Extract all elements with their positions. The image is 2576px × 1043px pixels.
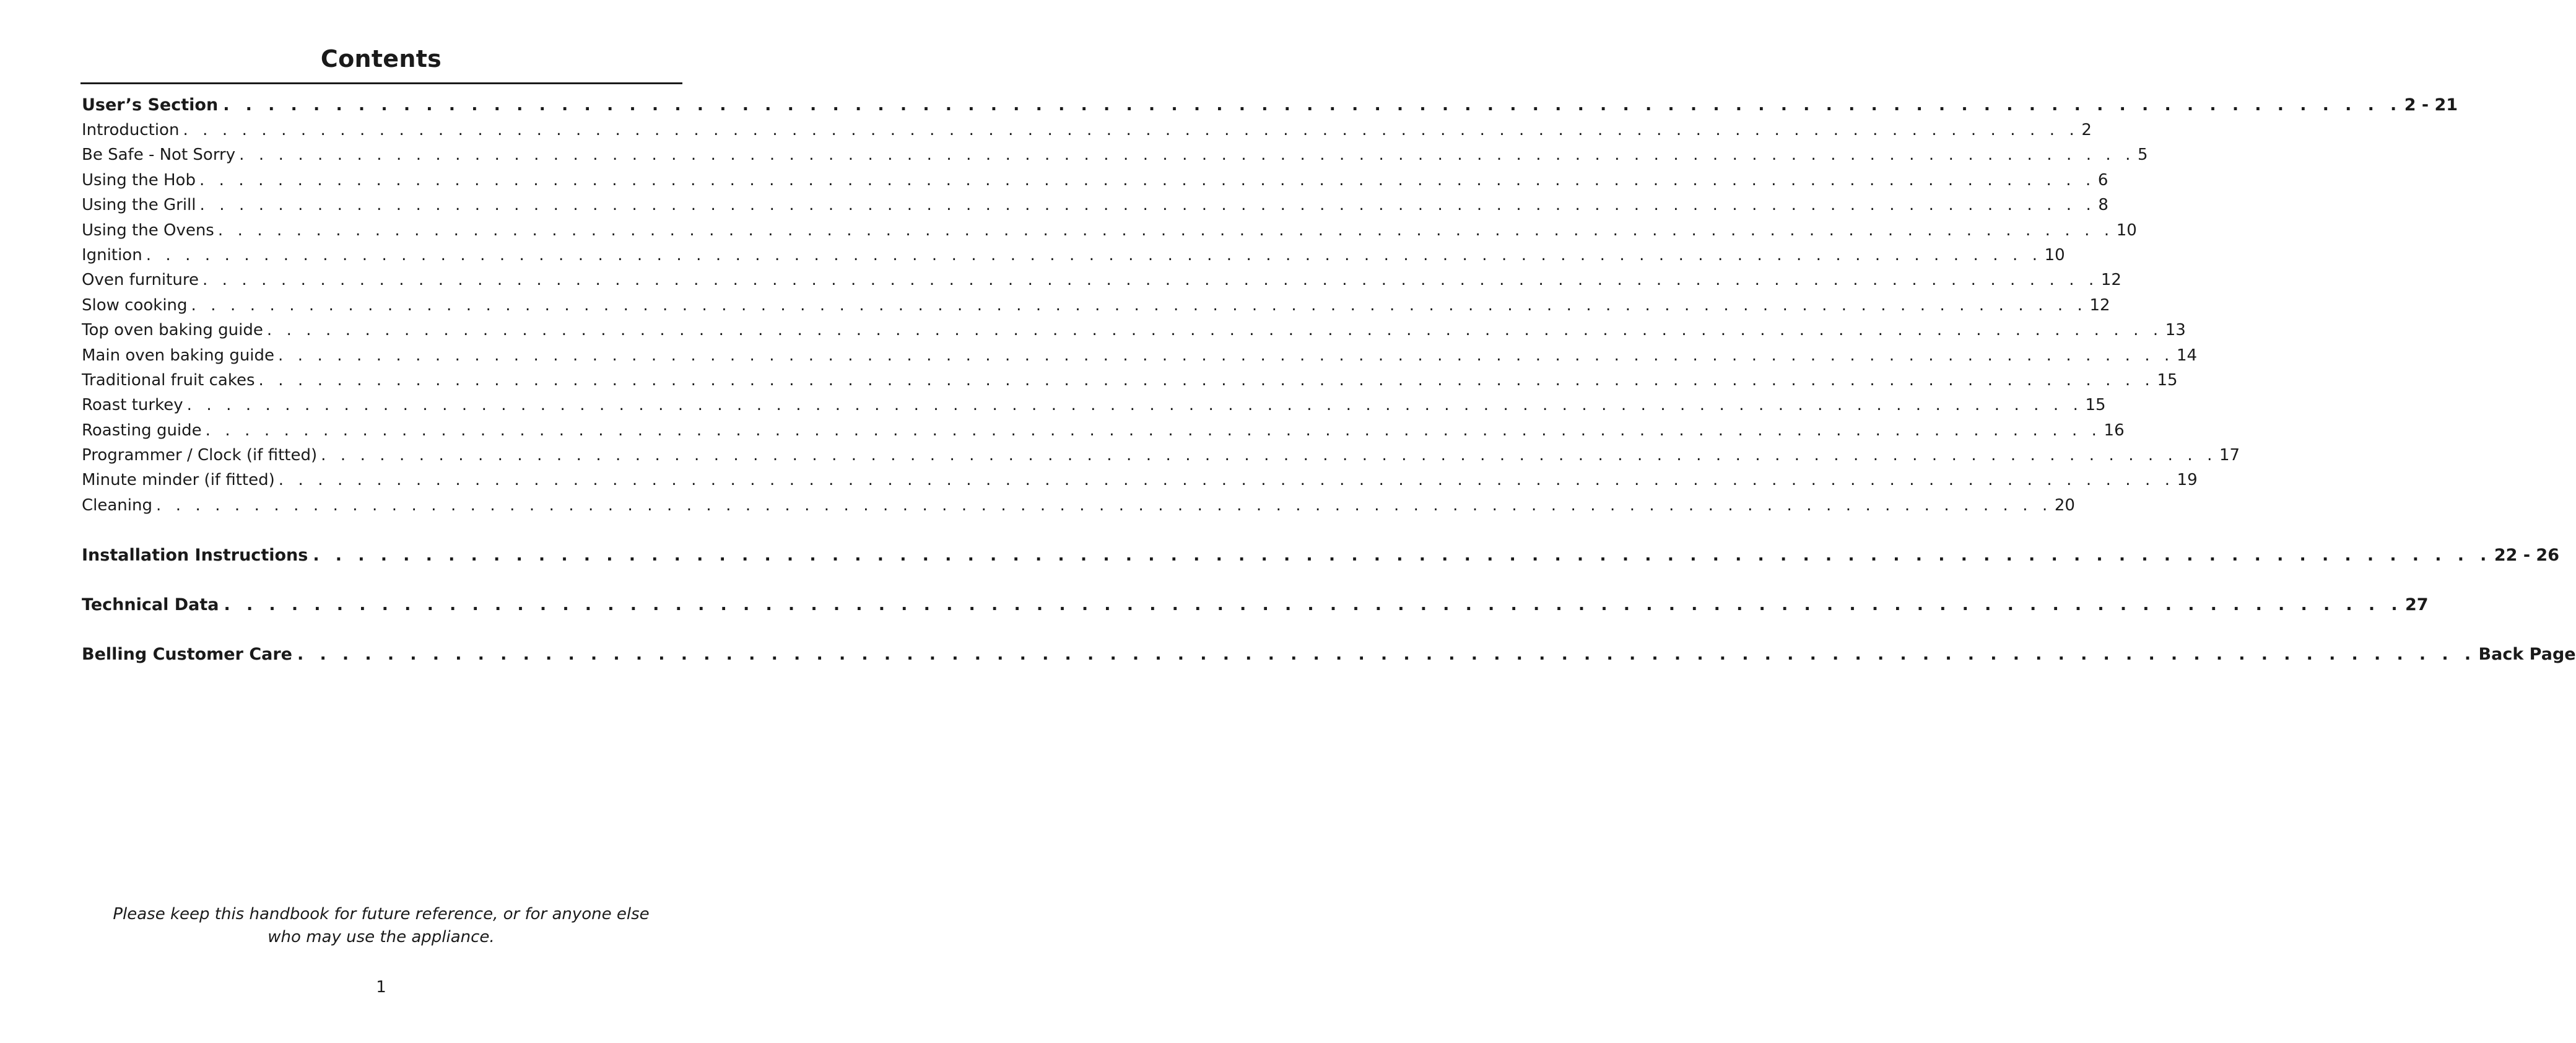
dot-leader: . . . . . . . . . . . . . . . . . . . . . . . . . . . . . . . . . . . . . . . . . . . . . . . . . . . . . . . . . . . . . . . . . . . . . . . . . . . . . . . . . . . . . . . . . . . . . . . . . — [266, 321, 2163, 340]
dot-leader: . . . . . . . . . . . . . . . . . . . . . . . . . . . . . . . . . . . . . . . . . . . . . . . . . . . . . . . . . . . . . . . . . . . . . . . . . . . . . . . . . . . . . . . . . . . . . . . . . — [258, 370, 2155, 390]
toc-page: 20 — [2054, 495, 2075, 515]
toc-label: Roast turkey — [82, 396, 183, 415]
dot-leader: . . . . . . . . . . . . . . . . . . . . . . . . . . . . . . . . . . . . . . . . . . . . . . . . . . . . . . . . . . . . . . . . . . . . . . . . . . . . . . . . . . . . . . . . . . . . . . . . . — [191, 295, 2087, 315]
toc-entry-minute-minder[interactable] — [82, 468, 2198, 492]
toc-entry-introduction[interactable] — [82, 118, 2092, 142]
toc-page: 12 — [2089, 295, 2110, 315]
toc-entry-top-oven-baking-guide[interactable] — [82, 318, 2186, 343]
toc-label: User’s Section — [82, 95, 219, 115]
toc-page: 13 — [2165, 321, 2186, 340]
dot-leader: . . . . . . . . . . . . . . . . . . . . . . . . . . . . . . . . . . . . . . . . . . . . . . . . . . . . . . . . . . . . . . . . . . . . . . . . . . . . . . . . . . . . . . . . . . . . . . . . . — [199, 170, 2095, 190]
dot-leader: . . . . . . . . . . . . . . . . . . . . . . . . . . . . . . . . . . . . . . . . . . . . . . . . . . . . . . . . . . . . . . . . . . . . . . . . . . . . . . . . . . . . . . . . . . . . . . . . . — [217, 220, 2114, 240]
handbook-note-line-2: who may use the appliance. — [268, 928, 495, 946]
dot-leader: . . . . . . . . . . . . . . . . . . . . . . . . . . . . . . . . . . . . . . . . . . . . . . . . . . . . . . . . . . . . . . . . . . . . . . . . . . . . . . . . . . . . . . . . . . . . . . . . . — [297, 645, 2476, 665]
dot-leader: . . . . . . . . . . . . . . . . . . . . . . . . . . . . . . . . . . . . . . . . . . . . . . . . . . . . . . . . . . . . . . . . . . . . . . . . . . . . . . . . . . . . . . . . . . . . . . . . . — [205, 421, 2102, 440]
toc-page: 6 — [2097, 170, 2108, 190]
toc-label: Cleaning — [82, 495, 152, 515]
toc-label: Be Safe - Not Sorry — [82, 146, 236, 165]
toc-section-belling-customer-care[interactable] — [82, 642, 2576, 667]
table-of-contents — [82, 93, 2576, 667]
handbook-note — [0, 903, 762, 949]
toc-page: 16 — [2104, 421, 2125, 440]
toc-label: Main oven baking guide — [82, 346, 275, 365]
dot-leader: . . . . . . . . . . . . . . . . . . . . . . . . . . . . . . . . . . . . . . . . . . . . . . . . . . . . . . . . . . . . . . . . . . . . . . . . . . . . . . . . . . . . . . . . . . . . . . . . . — [321, 446, 2217, 465]
toc-page: 17 — [2219, 446, 2240, 465]
toc-entry-using-the-hob[interactable] — [82, 168, 2108, 193]
dot-leader: . . . . . . . . . . . . . . . . . . . . . . . . . . . . . . . . . . . . . . . . . . . . . . . . . . . . . . . . . . . . . . . . . . . . . . . . . . . . . . . . . . . . . . . . . . . . . . . . . — [199, 196, 2096, 215]
toc-entry-cleaning[interactable] — [82, 493, 2075, 518]
toc-section-installation-instructions[interactable] — [82, 543, 2559, 568]
toc-page: 2 — [2081, 121, 2092, 139]
toc-entry-be-safe[interactable] — [82, 142, 2148, 167]
toc-entry-slow-cooking[interactable] — [82, 293, 2110, 318]
toc-page: 10 — [2116, 220, 2137, 240]
toc-page: 12 — [2100, 271, 2121, 290]
dot-leader: . . . . . . . . . . . . . . . . . . . . . . . . . . . . . . . . . . . . . . . . . . . . . . . . . . . . . . . . . . . . . . . . . . . . . . . . . . . . . . . . . . . . . . . . . . . . . . . . . — [278, 346, 2174, 365]
toc-label: Using the Hob — [82, 170, 196, 190]
toc-label: Top oven baking guide — [82, 321, 263, 340]
toc-label: Introduction — [82, 121, 180, 139]
toc-label: Installation Instructions — [82, 546, 308, 565]
page-number: 1 — [376, 978, 386, 997]
toc-page: 2 - 21 — [2404, 95, 2458, 115]
dot-leader: . . . . . . . . . . . . . . . . . . . . . . . . . . . . . . . . . . . . . . . . . . . . . . . . . . . . . . . . . . . . . . . . . . . . . . . . . . . . . . . . . . . . . . . . . . . . . . . . . — [313, 546, 2492, 565]
toc-entry-roasting-guide[interactable] — [82, 418, 2125, 443]
dot-leader: . . . . . . . . . . . . . . . . . . . . . . . . . . . . . . . . . . . . . . . . . . . . . . . . . . . . . . . . . . . . . . . . . . . . . . . . . . . . . . . . . . . . . . . . . . . . . . . . . — [186, 396, 2083, 415]
toc-label: Traditional fruit cakes — [82, 370, 255, 390]
dot-leader: . . . . . . . . . . . . . . . . . . . . . . . . . . . . . . . . . . . . . . . . . . . . . . . . . . . . . . . . . . . . . . . . . . . . . . . . . . . . . . . . . . . . . . . . . . . . . . . . . — [183, 121, 2079, 139]
toc-page: Back Page — [2478, 645, 2576, 665]
toc-label: Using the Grill — [82, 196, 196, 215]
toc-entry-using-the-ovens[interactable] — [82, 218, 2137, 243]
toc-entry-oven-furniture[interactable] — [82, 268, 2121, 292]
toc-section-users-section[interactable] — [82, 93, 2458, 118]
toc-label: Ignition — [82, 245, 142, 264]
toc-label: Slow cooking — [82, 295, 188, 315]
dot-leader: . . . . . . . . . . . . . . . . . . . . . . . . . . . . . . . . . . . . . . . . . . . . . . . . . . . . . . . . . . . . . . . . . . . . . . . . . . . . . . . . . . . . . . . . . . . . . . . . . — [223, 95, 2402, 115]
title-divider — [80, 82, 682, 84]
toc-page: 10 — [2044, 245, 2065, 264]
toc-page: 27 — [2405, 595, 2429, 615]
toc-section-technical-data[interactable] — [82, 593, 2429, 618]
toc-page: 14 — [2176, 346, 2198, 365]
toc-page: 15 — [2157, 370, 2178, 390]
toc-entry-ignition[interactable] — [82, 243, 2065, 268]
toc-label: Oven furniture — [82, 271, 199, 290]
handbook-note-line-1: Please keep this handbook for future reference, or for anyone else — [113, 905, 650, 923]
toc-label: Using the Ovens — [82, 220, 214, 240]
toc-label: Minute minder (if fitted) — [82, 471, 275, 490]
toc-page: 8 — [2098, 196, 2108, 215]
toc-page: 15 — [2085, 396, 2106, 415]
toc-page: 22 - 26 — [2494, 546, 2559, 565]
toc-page: 5 — [2138, 146, 2148, 165]
dot-leader: . . . . . . . . . . . . . . . . . . . . . . . . . . . . . . . . . . . . . . . . . . . . . . . . . . . . . . . . . . . . . . . . . . . . . . . . . . . . . . . . . . . . . . . . . . . . . . . . . — [278, 471, 2175, 490]
page-title: Contents — [320, 45, 442, 72]
toc-page: 19 — [2177, 471, 2198, 490]
toc-entry-main-oven-baking-guide[interactable] — [82, 343, 2198, 368]
toc-entry-programmer-clock[interactable] — [82, 443, 2240, 468]
toc-entry-traditional-fruit-cakes[interactable] — [82, 368, 2178, 393]
toc-label: Programmer / Clock (if fitted) — [82, 446, 318, 465]
dot-leader: . . . . . . . . . . . . . . . . . . . . . . . . . . . . . . . . . . . . . . . . . . . . . . . . . . . . . . . . . . . . . . . . . . . . . . . . . . . . . . . . . . . . . . . . . . . . . . . . . — [239, 146, 2136, 165]
toc-entry-using-the-grill[interactable] — [82, 193, 2108, 217]
toc-label: Belling Customer Care — [82, 645, 292, 665]
toc-label: Technical Data — [82, 595, 219, 615]
dot-leader: . . . . . . . . . . . . . . . . . . . . . . . . . . . . . . . . . . . . . . . . . . . . . . . . . . . . . . . . . . . . . . . . . . . . . . . . . . . . . . . . . . . . . . . . . . . . . . . . . — [224, 595, 2403, 615]
toc-label: Roasting guide — [82, 421, 202, 440]
dot-leader: . . . . . . . . . . . . . . . . . . . . . . . . . . . . . . . . . . . . . . . . . . . . . . . . . . . . . . . . . . . . . . . . . . . . . . . . . . . . . . . . . . . . . . . . . . . . . . . . . — [202, 271, 2099, 290]
dot-leader: . . . . . . . . . . . . . . . . . . . . . . . . . . . . . . . . . . . . . . . . . . . . . . . . . . . . . . . . . . . . . . . . . . . . . . . . . . . . . . . . . . . . . . . . . . . . . . . . . — [156, 495, 2052, 515]
dot-leader: . . . . . . . . . . . . . . . . . . . . . . . . . . . . . . . . . . . . . . . . . . . . . . . . . . . . . . . . . . . . . . . . . . . . . . . . . . . . . . . . . . . . . . . . . . . . . . . . . — [146, 245, 2042, 264]
toc-entry-roast-turkey[interactable] — [82, 393, 2106, 417]
